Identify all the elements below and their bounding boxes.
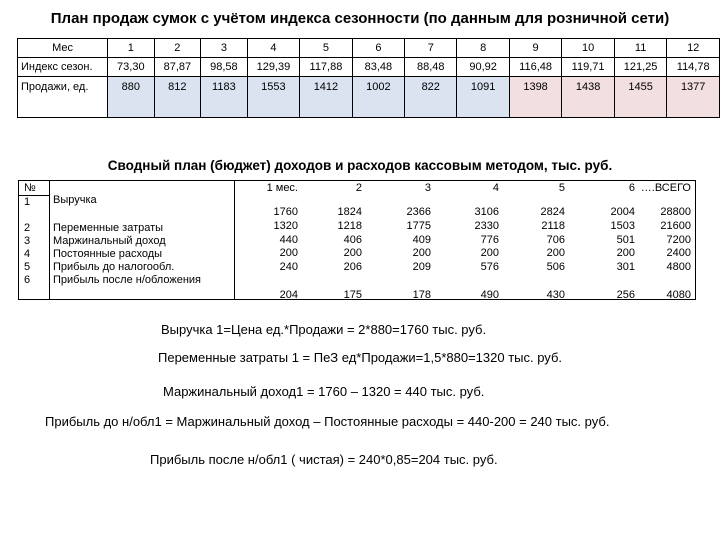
formula-margin: Маржинальный доход1 = 1760 – 1320 = 440 тыс. руб. xyxy=(163,384,485,399)
budget-value-cell: 409 xyxy=(412,234,431,246)
budget-value-cell: 3106 xyxy=(474,206,499,218)
budget-value-cell: 1218 xyxy=(337,220,362,232)
sales-plan-table xyxy=(17,38,720,118)
budget-value-cell: 2400 xyxy=(666,247,691,259)
budget-value-cell: 200 xyxy=(616,247,635,259)
sales-units-cell: 1412 xyxy=(300,77,353,118)
row-label: Переменные затраты xyxy=(53,222,164,234)
sales-units-cell: 1091 xyxy=(457,77,509,118)
sales-units-cell: 880 xyxy=(108,77,155,118)
budget-value-cell: 1824 xyxy=(337,206,362,218)
row-label: Маржинальный доход xyxy=(53,235,166,247)
budget-table xyxy=(18,180,696,300)
month-cell: 4 xyxy=(247,39,300,58)
budget-value-cell: 204 xyxy=(279,289,298,301)
budget-value-cell: 1320 xyxy=(273,220,298,232)
season-index-cell: 98,58 xyxy=(201,58,248,77)
month-cell: 3 xyxy=(201,39,248,58)
sales-units-cell: 822 xyxy=(405,77,457,118)
formula-pretax-profit: Прибыль до н/обл1 = Маржинальный доход – Постоянные расходы = 440-200 = 240 тыс. руб. xyxy=(45,414,610,429)
budget-value-cell: 256 xyxy=(616,289,635,301)
page-title: План продаж сумок с учётом индекса сезонности (по данным для розничной сети) xyxy=(50,10,670,27)
row-number: 3 xyxy=(24,235,31,247)
sales-units-cell: 812 xyxy=(154,77,201,118)
sales-units-cell: 1438 xyxy=(562,77,615,118)
budget-value-cell: 506 xyxy=(546,261,565,273)
row-number: 4 xyxy=(24,248,31,260)
month-cell: 5 xyxy=(300,39,353,58)
budget-value-cell: 200 xyxy=(546,247,565,259)
budget-value-cell: 490 xyxy=(480,289,499,301)
budget-value-cell: 1760 xyxy=(273,206,298,218)
column-header: 3 xyxy=(424,182,431,194)
budget-value-cell: 200 xyxy=(412,247,431,259)
column-header: ….ВСЕГО xyxy=(640,182,691,194)
sales-units-cell: 1002 xyxy=(352,77,404,118)
row-number: 2 xyxy=(24,222,31,234)
budget-value-cell: 178 xyxy=(412,289,431,301)
season-index-cell: 90,92 xyxy=(457,58,509,77)
sales-units-cell: 1553 xyxy=(247,77,300,118)
month-cell: 12 xyxy=(667,39,720,58)
sales-units-cell: 1398 xyxy=(509,77,562,118)
budget-value-cell: 1503 xyxy=(610,220,635,232)
row-number: 1 xyxy=(24,196,31,208)
budget-value-cell: 776 xyxy=(480,234,499,246)
row-number: 5 xyxy=(24,261,31,273)
month-cell: 2 xyxy=(154,39,201,58)
budget-value-cell: 2330 xyxy=(474,220,499,232)
month-cell: 9 xyxy=(509,39,562,58)
budget-value-cell: 2118 xyxy=(541,220,565,232)
season-index-cell: 117,88 xyxy=(300,58,353,77)
sales-units-cell: 1183 xyxy=(201,77,248,118)
column-header: 5 xyxy=(558,182,565,194)
season-index-cell: 83,48 xyxy=(352,58,404,77)
budget-value-cell: 406 xyxy=(343,234,362,246)
month-row xyxy=(18,39,720,58)
budget-value-cell: 200 xyxy=(343,247,362,259)
budget-value-cell: 209 xyxy=(412,261,431,273)
season-index-cell: 119,71 xyxy=(562,58,615,77)
month-cell: 7 xyxy=(405,39,457,58)
row-label-month: Мес xyxy=(18,39,108,58)
row-label-sales-units: Продажи, ед. xyxy=(18,77,108,118)
column-header: 4 xyxy=(492,182,499,194)
budget-value-cell: 200 xyxy=(480,247,499,259)
budget-value-cell: 501 xyxy=(616,234,635,246)
season-index-row xyxy=(18,58,720,77)
budget-value-cell: 4800 xyxy=(666,261,691,273)
sales-units-cell: 1455 xyxy=(614,77,667,118)
formula-variable-costs: Переменные затраты 1 = ПеЗ ед*Продажи=1,5*880=1320 тыс. руб. xyxy=(158,350,562,365)
column-header: 2 xyxy=(355,182,362,194)
budget-value-cell: 206 xyxy=(343,261,362,273)
column-header: 1 мес. xyxy=(266,182,298,194)
sales-units-cell: 1377 xyxy=(667,77,720,118)
budget-title: Сводный план (бюджет) доходов и расходов кассовым методом, тыс. руб. xyxy=(107,158,613,173)
budget-value-cell: 200 xyxy=(279,247,298,259)
budget-value-cell: 7200 xyxy=(666,234,691,246)
month-cell: 6 xyxy=(352,39,404,58)
budget-value-cell: 28800 xyxy=(660,206,691,218)
budget-value-cell: 440 xyxy=(279,234,298,246)
row-label: Прибыль после н/обложения xyxy=(53,274,201,286)
budget-value-cell: 2824 xyxy=(540,206,565,218)
budget-value-cell: 175 xyxy=(343,289,362,301)
season-index-cell: 129,39 xyxy=(247,58,300,77)
row-label: Постоянные расходы xyxy=(53,248,163,260)
row-label: Прибыль до налогообл. xyxy=(53,261,175,273)
budget-value-cell: 2366 xyxy=(406,206,431,218)
no-header: № xyxy=(24,182,36,194)
budget-value-cell: 2004 xyxy=(610,206,635,218)
month-cell: 11 xyxy=(614,39,667,58)
column-divider xyxy=(234,181,235,299)
season-index-cell: 121,25 xyxy=(614,58,667,77)
budget-value-cell: 576 xyxy=(480,261,499,273)
row-label: Выручка xyxy=(53,194,97,206)
column-divider xyxy=(49,181,50,299)
column-header: 6 xyxy=(628,182,635,194)
budget-value-cell: 706 xyxy=(546,234,565,246)
month-cell: 1 xyxy=(108,39,155,58)
season-index-cell: 116,48 xyxy=(509,58,562,77)
row-label-season-index: Индекс сезон. xyxy=(18,58,108,77)
formula-revenue: Выручка 1=Цена ед.*Продажи = 2*880=1760 тыс. руб. xyxy=(161,322,487,337)
budget-value-cell: 430 xyxy=(546,289,565,301)
season-index-cell: 88,48 xyxy=(405,58,457,77)
season-index-cell: 73,30 xyxy=(108,58,155,77)
budget-value-cell: 21600 xyxy=(660,220,691,232)
budget-value-cell: 4080 xyxy=(666,289,691,301)
formula-net-profit: Прибыль после н/обл1 ( чистая) = 240*0,85=204 тыс. руб. xyxy=(150,452,498,467)
budget-value-cell: 1775 xyxy=(406,220,431,232)
budget-value-cell: 301 xyxy=(616,261,635,273)
season-index-cell: 114,78 xyxy=(667,58,720,77)
sales-units-row xyxy=(18,77,720,118)
month-cell: 8 xyxy=(457,39,509,58)
row-number: 6 xyxy=(24,274,31,286)
month-cell: 10 xyxy=(562,39,615,58)
season-index-cell: 87,87 xyxy=(154,58,201,77)
budget-value-cell: 240 xyxy=(279,261,298,273)
